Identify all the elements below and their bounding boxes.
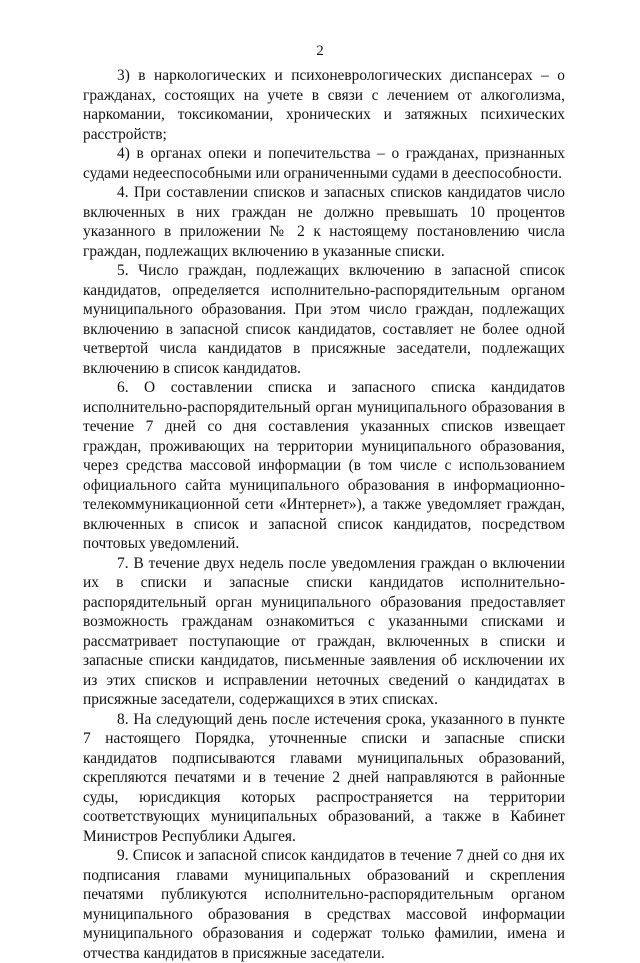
paragraph-clause-7: 7. В течение двух недель после уведомления граждан о включении их в списки и запасные списки кандидатов исполнительно-распорядительный орган муниципального образования предоставляет возможность гражданам ознакомиться с указанными списками и рассматривает поступающие от граждан, включенных в списки и запасные списки кандидатов, письменные заявления об исключении их из этих списков и исправлении неточных сведений о кандидатах в присяжные заседатели, содержащихся в этих списках. <box>83 554 565 708</box>
document-body <box>83 66 565 963</box>
paragraph-clause-8: 8. На следующий день после истечения срока, указанного в пункте 7 настоящего Порядка, уточненные списки и запасные списки кандидатов подписываются главами муниципальных образований, скрепляются печатями и в течение 2 дней направляются в районные суды, юрисдикция которых распространяется на территории соответствующих муниципальных образований, а также в Кабинет Министров Республики Адыгея. <box>83 710 565 845</box>
paragraph-clause-4: 4. При составлении списков и запасных списков кандидатов число включенных в них граждан не должно превышать 10 процентов указанного в приложении № 2 к настоящему постановлению числа граждан, подлежащих включению в указанные списки. <box>83 184 565 260</box>
paragraph-item-3-narcology: 3) в наркологических и психоневрологических диспансерах – о гражданах, состоящих на учете в связи с лечением от алкоголизма, наркомании, токсикомании, хронических и затяжных психических расстройств; <box>83 67 565 143</box>
page-number: 2 <box>316 43 324 59</box>
paragraph-clause-9: 9. Список и запасной список кандидатов в течение 7 дней со дня их подписания главами муниципальных образований и скрепления печатями публикуются исполнительно-распорядительным органом муниципального образования в средствах массовой информации муниципального образования и содержат только фамилии, имена и отчества кандидатов в присяжные заседатели. <box>83 847 565 962</box>
paragraph-clause-6: 6. О составлении списка и запасного списка кандидатов исполнительно-распорядительный орган муниципального образования в течение 7 дней со дня составления указанных списков извещает граждан, проживающих на территории муниципального образования, через средства массовой информации (в том числе с использованием официального сайта муниципального образования в информационно-телекоммуникационной сети «Интернет»), а также уведомляет граждан, включенных в список и запасной список кандидатов, посредством почтовых уведомлений. <box>83 379 565 552</box>
paragraph-clause-5: 5. Число граждан, подлежащих включению в запасной список кандидатов, определяется исполнительно-распорядительным органом муниципального образования. При этом число граждан, подлежащих включению в запасной список кандидатов, составляет не более одной четвертой числа кандидатов в присяжные заседатели, подлежащих включению в список кандидатов. <box>83 262 565 377</box>
paragraph-item-4-guardianship: 4) в органах опеки и попечительства – о гражданах, признанных судами недееспособными или ограниченными судами в дееспособности. <box>83 145 565 182</box>
